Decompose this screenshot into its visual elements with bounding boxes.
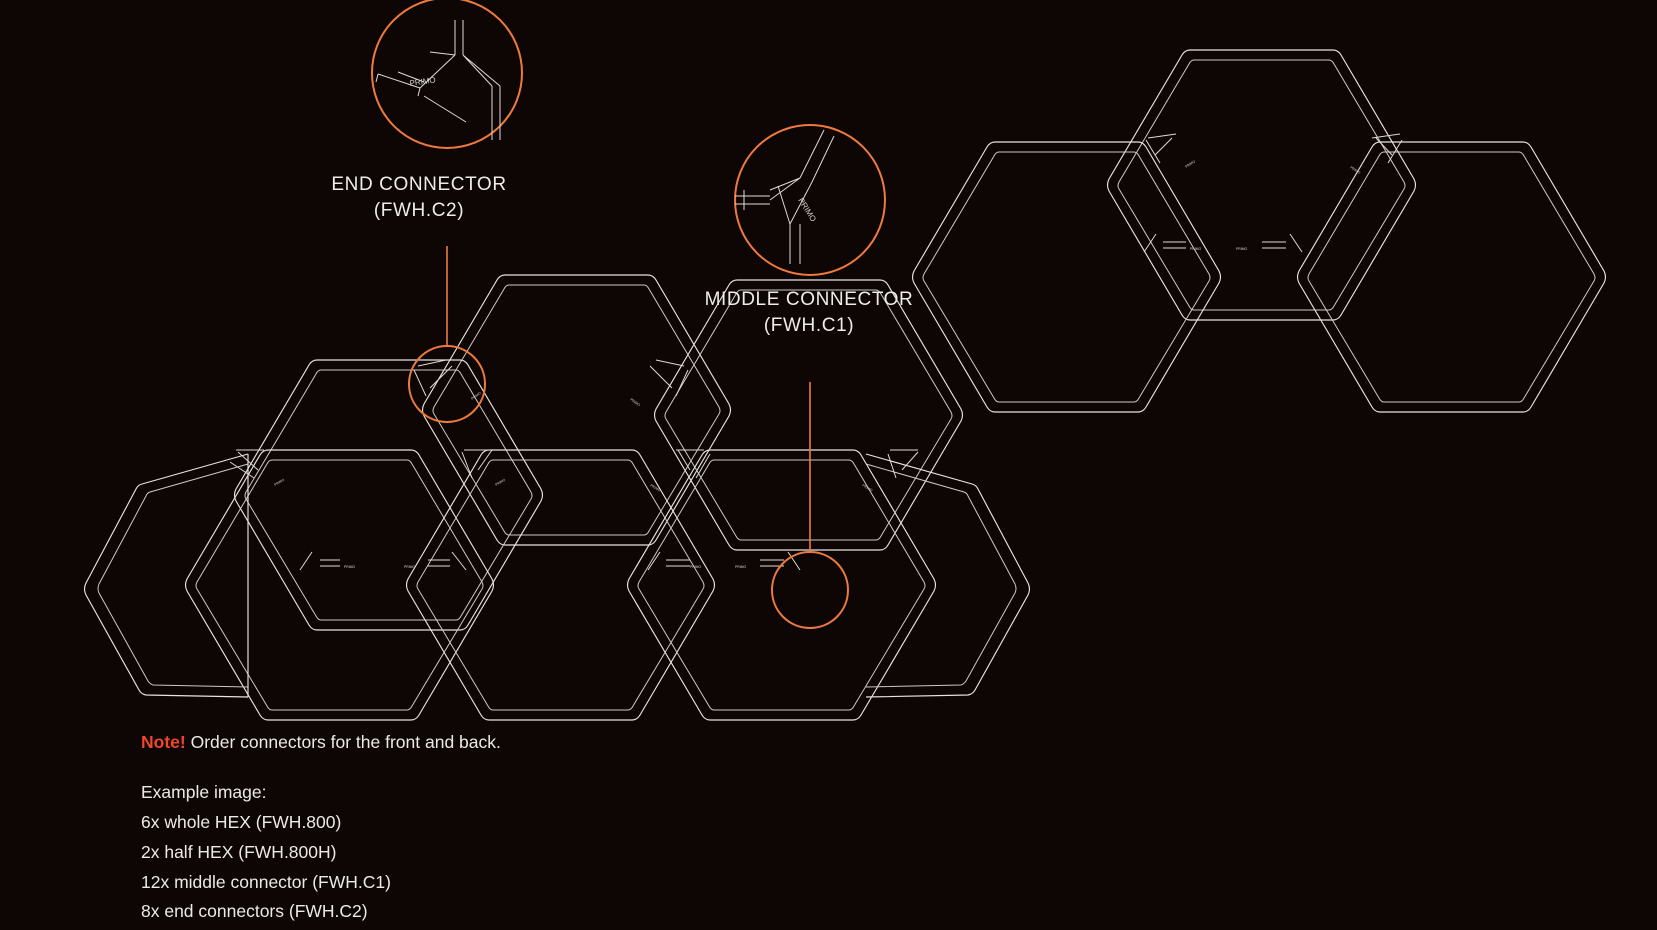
hex-right-right: [1298, 142, 1606, 412]
note-keyword: Note!: [141, 732, 186, 752]
hex-right-left: [913, 142, 1221, 412]
hex-bottom-middle: [407, 450, 715, 720]
svg-text:PRIMO: PRIMO: [690, 565, 702, 569]
connector-stubs: [230, 360, 918, 570]
middle-connector-zoom-circle: [735, 125, 885, 275]
list-item: 12x middle connector (FWH.C1): [141, 871, 391, 892]
end-connector-zoom-circle: [372, 0, 522, 148]
hex-bottom-right: [628, 450, 936, 720]
callout-middle-connector: [735, 125, 885, 628]
example-title: Example image:: [141, 781, 267, 802]
svg-text:PRIMO: PRIMO: [861, 483, 874, 493]
svg-text:PRIMO: PRIMO: [494, 477, 507, 487]
note-line: [141, 731, 501, 755]
hex-half-left: [85, 454, 249, 697]
end-connector-label: [259, 172, 579, 223]
list-item: 8x end connectors (FWH.C2): [141, 901, 368, 922]
svg-text:PRIMO: PRIMO: [273, 477, 286, 487]
secondary-hex-cluster: [913, 50, 1606, 412]
main-hex-cluster: [85, 275, 1030, 720]
hex-half-right: [866, 454, 1030, 697]
svg-text:PRIMO: PRIMO: [1236, 247, 1248, 251]
svg-text:PRIMO: PRIMO: [629, 397, 641, 408]
svg-text:PRIMO: PRIMO: [735, 565, 747, 569]
hex-bottom-left: [186, 450, 494, 720]
example-list: [141, 811, 501, 924]
middle-connector-highlight-circle: [772, 552, 848, 628]
svg-text:PRIMO: PRIMO: [649, 483, 662, 493]
svg-text:PRIMO: PRIMO: [409, 75, 437, 88]
svg-text:PRIMO: PRIMO: [470, 391, 482, 401]
svg-text:PRIMO: PRIMO: [1184, 159, 1196, 169]
svg-text:PRIMO: PRIMO: [1349, 165, 1362, 175]
svg-text:PRIMO: PRIMO: [344, 565, 356, 569]
svg-text:PRIMO: PRIMO: [404, 565, 416, 569]
end-connector-code: (FWH.C2): [373, 199, 465, 221]
note-text: Order connectors for the front and back.: [185, 732, 501, 752]
end-connector-title: END CONNECTOR: [331, 174, 507, 195]
hex-top-left: [235, 360, 543, 630]
middle-connector-label: [649, 287, 969, 338]
hex-right-top: [1108, 50, 1416, 320]
list-item: 6x whole HEX (FWH.800): [141, 812, 342, 833]
middle-connector-title: MIDDLE CONNECTOR: [704, 289, 914, 310]
middle-connector-code: (FWH.C1): [763, 314, 855, 336]
list-item: 2x half HEX (FWH.800H): [141, 841, 337, 862]
svg-text:PRIMO: PRIMO: [796, 196, 818, 224]
secondary-connector-stubs: [1144, 134, 1402, 252]
svg-text:PRIMO: PRIMO: [1190, 247, 1202, 251]
end-connector-highlight-circle: [409, 346, 485, 422]
notes-block: [141, 731, 501, 930]
